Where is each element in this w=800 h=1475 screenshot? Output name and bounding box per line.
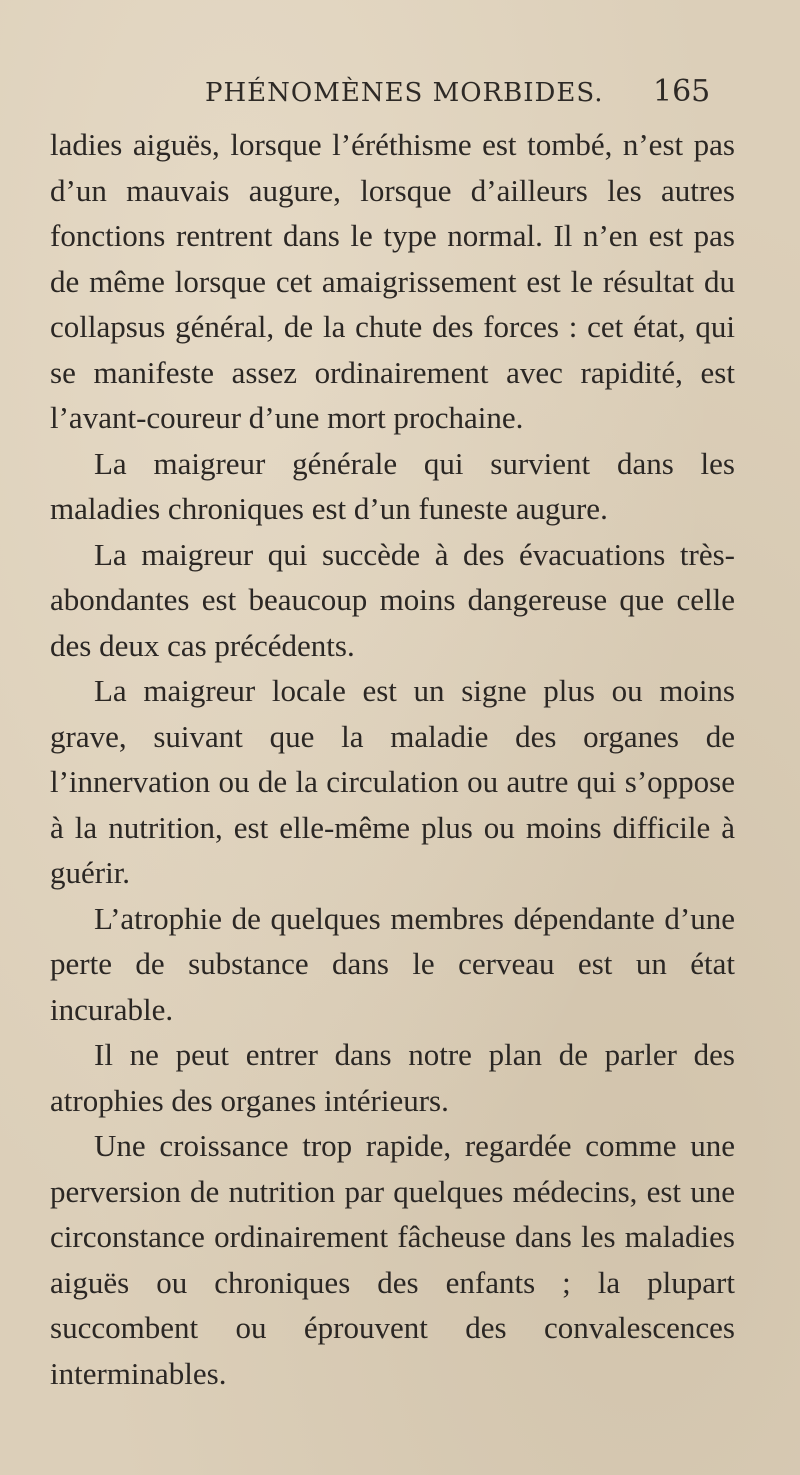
page-number: 165: [653, 74, 711, 109]
paragraph-continuation: ladies aiguës, lorsque l’éréthisme est tombé, n’est pas d’un mauvais augure, lorsque d’ailleurs les autres fonctions rentrent dans le type normal. Il n’en est pas de même lorsque cet amaigrissement est le résultat du collapsus général, de la chute des forces : cet état, qui se manifeste assez ordinairement avec rapidité, est l’avant-coureur d’une mort prochaine.: [50, 127, 735, 435]
paragraph: L’atrophie de quelques membres dépendante d’une perte de substance dans le cerveau est un état incurable.: [50, 900, 735, 1027]
paragraph: Il ne peut entrer dans notre plan de parler des atrophies des organes intérieurs.: [50, 1037, 735, 1118]
running-head: PHÉNOMÈNES MORBIDES.: [205, 78, 604, 108]
paragraph: La maigreur qui succède à des évacuations très-abondantes est beaucoup moins dangereuse que celle des deux cas précédents.: [50, 536, 735, 663]
paragraph: La maigreur locale est un signe plus ou moins grave, suivant que la maladie des organes de l’innervation ou de la circulation ou autre qui s’oppose à la nutrition, est elle-même plus ou moins difficile à guérir.: [50, 673, 735, 890]
paragraph: Une croissance trop rapide, regardée comme une perversion de nutrition par quelques médecins, est une circonstance ordinairement fâcheuse dans les maladies aiguës ou chroniques des enfants ; la plupart succombent ou éprouvent des convalescences interminables.: [50, 1128, 735, 1391]
body-text: [50, 122, 735, 1396]
paragraph: La maigreur générale qui survient dans les maladies chroniques est d’un funeste augure.: [50, 445, 735, 526]
